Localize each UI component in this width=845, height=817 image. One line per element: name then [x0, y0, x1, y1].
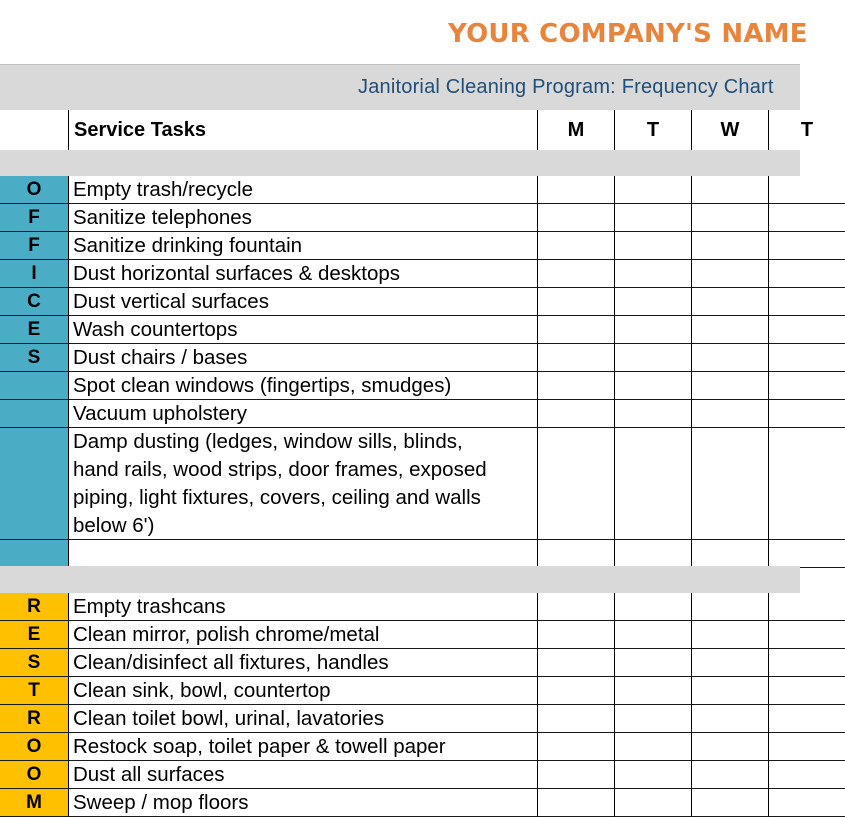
offices-section [0, 176, 800, 568]
frequency-cell-mon[interactable] [537, 761, 614, 789]
service-task: Clean toilet bowl, urinal, lavatories [68, 705, 537, 733]
service-task: Dust chairs / bases [68, 344, 537, 372]
frequency-cell-mon[interactable] [537, 344, 614, 372]
frequency-cell-tue[interactable] [614, 733, 691, 761]
service-task: Empty trash/recycle [68, 176, 537, 204]
service-task: Empty trashcans [68, 593, 537, 621]
service-task: Clean mirror, polish chrome/metal [68, 621, 537, 649]
section-letter [0, 540, 68, 568]
frequency-cell-mon[interactable] [537, 260, 614, 288]
frequency-cell-tue[interactable] [614, 316, 691, 344]
title-band [0, 64, 800, 110]
frequency-cell-mon[interactable] [537, 372, 614, 400]
frequency-cell-thu[interactable] [768, 288, 845, 316]
table-row [0, 761, 800, 789]
frequency-cell-thu[interactable] [768, 789, 845, 817]
section-letter: C [0, 288, 68, 316]
frequency-cell-mon[interactable] [537, 400, 614, 428]
frequency-cell-tue[interactable] [614, 372, 691, 400]
frequency-cell-wed[interactable] [691, 176, 768, 204]
service-task: Spot clean windows (fingertips, smudges) [68, 372, 537, 400]
frequency-cell-tue[interactable] [614, 761, 691, 789]
table-row [0, 621, 800, 649]
frequency-cell-wed[interactable] [691, 428, 768, 540]
day-header-wed: W [691, 110, 768, 150]
frequency-cell-mon[interactable] [537, 677, 614, 705]
frequency-cell-wed[interactable] [691, 593, 768, 621]
frequency-cell-wed[interactable] [691, 540, 768, 568]
day-header-tue: T [614, 110, 691, 150]
section-separator [0, 566, 800, 593]
service-task: Restock soap, toilet paper & towell paper [68, 733, 537, 761]
frequency-cell-wed[interactable] [691, 288, 768, 316]
frequency-cell-thu[interactable] [768, 400, 845, 428]
frequency-cell-thu[interactable] [768, 176, 845, 204]
frequency-cell-tue[interactable] [614, 649, 691, 677]
service-task: Sanitize telephones [68, 204, 537, 232]
table-row [0, 176, 800, 204]
frequency-cell-mon[interactable] [537, 789, 614, 817]
frequency-cell-thu[interactable] [768, 593, 845, 621]
frequency-cell-mon[interactable] [537, 540, 614, 568]
frequency-cell-thu[interactable] [768, 204, 845, 232]
frequency-cell-mon[interactable] [537, 232, 614, 260]
table-row [0, 428, 800, 540]
service-task: Damp dusting (ledges, window sills, blinds, hand rails, wood strips, door frames, exposed piping, light fixtures, covers, ceiling and walls below 6') [68, 428, 537, 540]
section-letter: R [0, 593, 68, 621]
company-name: YOUR COMPANY'S NAME [448, 19, 808, 49]
frequency-cell-wed[interactable] [691, 316, 768, 344]
frequency-cell-tue[interactable] [614, 428, 691, 540]
frequency-cell-mon[interactable] [537, 705, 614, 733]
frequency-cell-mon[interactable] [537, 288, 614, 316]
frequency-cell-tue[interactable] [614, 677, 691, 705]
table-row [0, 649, 800, 677]
frequency-cell-mon[interactable] [537, 204, 614, 232]
service-task: Sweep / mop floors [68, 789, 537, 817]
table-row [0, 204, 800, 232]
frequency-cell-thu[interactable] [768, 705, 845, 733]
frequency-cell-mon[interactable] [537, 176, 614, 204]
service-task: Sanitize drinking fountain [68, 232, 537, 260]
section-letter: O [0, 733, 68, 761]
frequency-cell-wed[interactable] [691, 621, 768, 649]
frequency-cell-wed[interactable] [691, 677, 768, 705]
frequency-cell-thu[interactable] [768, 761, 845, 789]
table-row [0, 789, 800, 817]
frequency-cell-thu[interactable] [768, 677, 845, 705]
frequency-cell-tue[interactable] [614, 593, 691, 621]
table-row [0, 316, 800, 344]
table-row [0, 400, 800, 428]
table-row [0, 260, 800, 288]
section-letter: E [0, 621, 68, 649]
frequency-cell-tue[interactable] [614, 540, 691, 568]
frequency-cell-wed[interactable] [691, 400, 768, 428]
frequency-cell-mon[interactable] [537, 733, 614, 761]
frequency-cell-tue[interactable] [614, 344, 691, 372]
frequency-cell-mon[interactable] [537, 593, 614, 621]
frequency-cell-wed[interactable] [691, 733, 768, 761]
frequency-cell-thu[interactable] [768, 540, 845, 568]
frequency-cell-wed[interactable] [691, 372, 768, 400]
table-row [0, 232, 800, 260]
frequency-cell-wed[interactable] [691, 649, 768, 677]
frequency-cell-thu[interactable] [768, 372, 845, 400]
section-letter [0, 372, 68, 400]
frequency-cell-tue[interactable] [614, 288, 691, 316]
day-header-mon: M [537, 110, 614, 150]
frequency-cell-tue[interactable] [614, 260, 691, 288]
table-header [0, 110, 814, 150]
frequency-cell-tue[interactable] [614, 204, 691, 232]
service-task: Clean sink, bowl, countertop [68, 677, 537, 705]
section-letter: R [0, 705, 68, 733]
section-letter: T [0, 677, 68, 705]
service-task: Dust horizontal surfaces & desktops [68, 260, 537, 288]
table-row [0, 344, 800, 372]
table-row [0, 593, 800, 621]
frequency-cell-tue[interactable] [614, 400, 691, 428]
frequency-cell-tue[interactable] [614, 232, 691, 260]
frequency-cell-wed[interactable] [691, 789, 768, 817]
frequency-cell-tue[interactable] [614, 789, 691, 817]
service-task: Dust vertical surfaces [68, 288, 537, 316]
day-header-thu: T [768, 110, 845, 150]
frequency-cell-mon[interactable] [537, 621, 614, 649]
frequency-cell-mon[interactable] [537, 649, 614, 677]
frequency-cell-tue[interactable] [614, 705, 691, 733]
section-letter: M [0, 789, 68, 817]
section-letter [0, 400, 68, 428]
table-row [0, 705, 800, 733]
section-separator [0, 150, 800, 176]
section-letter [0, 428, 68, 540]
service-task: Clean/disinfect all fixtures, handles [68, 649, 537, 677]
service-task: Wash countertops [68, 316, 537, 344]
service-task: Vacuum upholstery [68, 400, 537, 428]
frequency-cell-wed[interactable] [691, 705, 768, 733]
section-letter: F [0, 204, 68, 232]
frequency-cell-wed[interactable] [691, 260, 768, 288]
section-letter: S [0, 649, 68, 677]
table-row [0, 372, 800, 400]
service-task [68, 540, 537, 568]
frequency-cell-wed[interactable] [691, 232, 768, 260]
frequency-cell-wed[interactable] [691, 344, 768, 372]
frequency-cell-thu[interactable] [768, 428, 845, 540]
program-title: Janitorial Cleaning Program: Frequency Chart [358, 76, 774, 98]
restrooms-section [0, 593, 800, 817]
frequency-cell-thu[interactable] [768, 649, 845, 677]
section-letter: F [0, 232, 68, 260]
table-row [0, 677, 800, 705]
frequency-cell-thu[interactable] [768, 344, 845, 372]
frequency-cell-thu[interactable] [768, 232, 845, 260]
frequency-cell-thu[interactable] [768, 733, 845, 761]
frequency-cell-thu[interactable] [768, 316, 845, 344]
section-letter: I [0, 260, 68, 288]
frequency-cell-tue[interactable] [614, 621, 691, 649]
frequency-cell-thu[interactable] [768, 260, 845, 288]
section-letter: O [0, 761, 68, 789]
table-row [0, 540, 800, 568]
service-tasks-header: Service Tasks [68, 110, 537, 150]
table-row [0, 733, 800, 761]
frequency-cell-wed[interactable] [691, 204, 768, 232]
service-task: Dust all surfaces [68, 761, 537, 789]
frequency-cell-thu[interactable] [768, 621, 845, 649]
section-letter: S [0, 344, 68, 372]
section-letter: E [0, 316, 68, 344]
frequency-cell-mon[interactable] [537, 316, 614, 344]
table-row [0, 288, 800, 316]
frequency-cell-mon[interactable] [537, 428, 614, 540]
frequency-cell-tue[interactable] [614, 176, 691, 204]
frequency-cell-wed[interactable] [691, 761, 768, 789]
section-letter: O [0, 176, 68, 204]
